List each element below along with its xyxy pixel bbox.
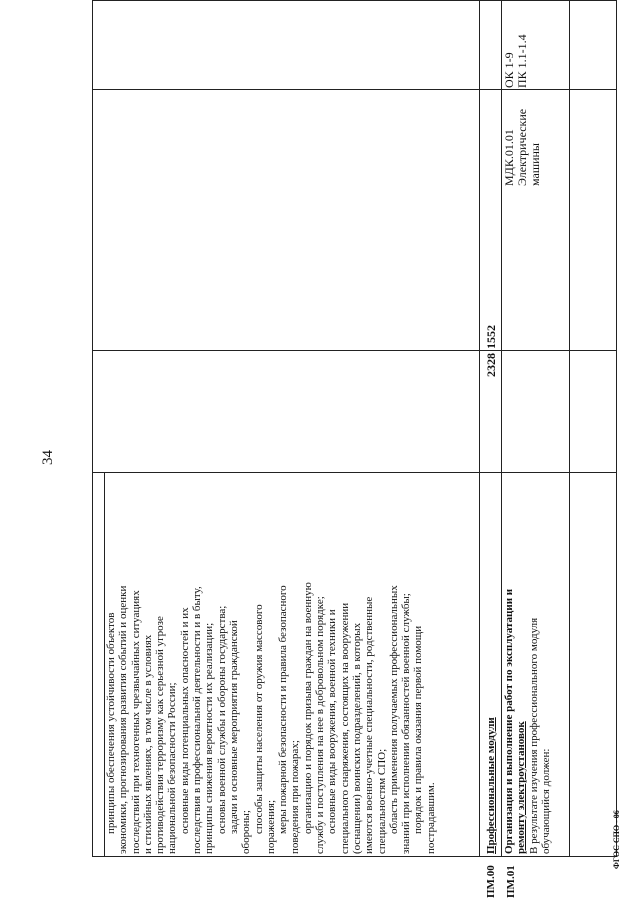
list-item: меры пожарной безопасности и правила безопасного bbox=[277, 585, 290, 834]
list-item: последствий при техногенных чрезвычайных ситуациях bbox=[129, 590, 142, 854]
mdk-title-line: машины bbox=[528, 143, 542, 186]
mdk-cell bbox=[503, 91, 567, 186]
pm00-title: Профессиональные модули bbox=[485, 717, 497, 854]
list-item: пострадавшим. bbox=[424, 782, 437, 854]
list-item: специального снаряжения, состоящих на вооружении bbox=[338, 602, 351, 854]
pm01-text-line: обучающийся должен: bbox=[539, 748, 552, 854]
list-item: знаний при исполнении обязанностей военной службы; bbox=[400, 593, 413, 854]
pm00-code: ПМ.00 bbox=[485, 865, 497, 898]
pm01-code: ПМ.01 bbox=[505, 865, 517, 898]
list-item: способы защиты населения от оружия массового bbox=[252, 604, 265, 834]
pm00-mandatory-hours: 1552 bbox=[484, 325, 498, 349]
list-item: организацию и порядок призыва граждан на военную bbox=[301, 582, 314, 834]
pm01-text-line: В результате изучения профессионального модуля bbox=[527, 617, 540, 854]
pm01-description bbox=[503, 474, 567, 854]
list-item: область применения получаемых профессиональных bbox=[387, 585, 400, 834]
pm01-title-line: Организация и выполнение работ по эксплуатации и bbox=[503, 588, 515, 854]
table-hline bbox=[479, 0, 480, 856]
list-item: национальной безопасности России; bbox=[166, 682, 179, 854]
list-item: противодействия терроризму как серьезной угрозе bbox=[154, 616, 167, 854]
list-item: принципы обеспечения устойчивости объектов bbox=[105, 612, 117, 834]
table-vline bbox=[93, 350, 616, 351]
list-item: поражения; bbox=[264, 800, 277, 854]
pm00-total-hours: 2328 bbox=[484, 353, 498, 377]
list-item: поведения при пожарах; bbox=[289, 740, 302, 854]
page-number: 34 bbox=[40, 450, 56, 465]
document-footer: ФГОС СПО - 06 bbox=[612, 810, 621, 869]
table-vline bbox=[93, 472, 616, 473]
list-item: порядок и правила оказания первой помощи bbox=[412, 625, 425, 834]
competency-professional: ПК 1.1-1.4 bbox=[515, 34, 529, 88]
list-item: специальностям СПО; bbox=[375, 748, 388, 854]
mdk-code: МДК.01.01 bbox=[502, 129, 516, 186]
pm01-title-line: ремонту электроустановок bbox=[515, 721, 528, 854]
list-item: последствия в профессиональной деятельности и в быту, bbox=[191, 586, 204, 854]
list-item: (оснащении) воинских подразделений, в которых bbox=[350, 622, 363, 854]
list-item: экономики, прогнозирования развития событий и оценки bbox=[117, 585, 130, 854]
table-vline bbox=[93, 89, 616, 90]
list-item: основные виды вооружения, военной техники и bbox=[326, 609, 339, 834]
list-item: обороны; bbox=[240, 810, 253, 854]
competency-general: ОК 1-9 bbox=[502, 52, 516, 88]
list-item: службу и поступления на нее в добровольном порядке; bbox=[314, 596, 327, 854]
list-item: и стихийных явлениях, в том числе в условиях bbox=[141, 634, 154, 854]
mdk-title-line: Электрические bbox=[515, 108, 529, 186]
safety-knowledge-list bbox=[105, 474, 479, 854]
list-item: принципы снижения вероятности их реализации; bbox=[203, 622, 216, 854]
list-item: задачи и основные мероприятия гражданской bbox=[227, 620, 240, 834]
competencies-cell bbox=[503, 2, 567, 88]
table-hline bbox=[569, 0, 570, 856]
list-item: основы военной службы и обороны государства; bbox=[215, 605, 228, 834]
list-item: имеются военно-учетные специальности, родственные bbox=[363, 596, 376, 854]
list-item: основные виды потенциальных опасностей и их bbox=[178, 607, 191, 834]
